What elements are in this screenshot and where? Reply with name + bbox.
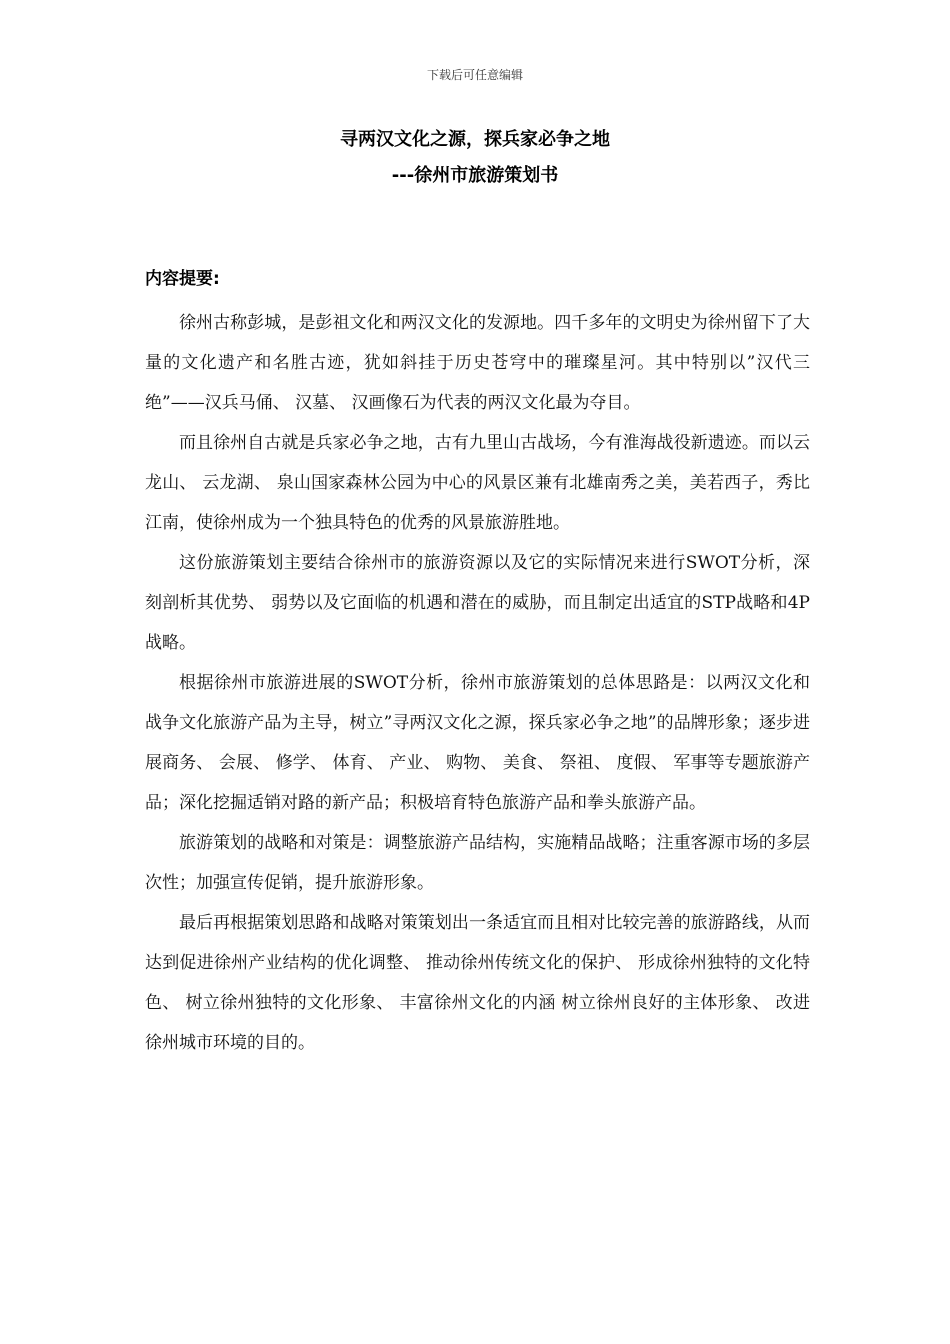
abstract-paragraph: 这份旅游策划主要结合徐州市的旅游资源以及它的实际情况来进行SWOT分析，深刻剖析其优势、 弱势以及它面临的机遇和潜在的威胁，而且制定出适宜的STP战略和4P战略。 <box>145 553 810 653</box>
document-subtitle: ---徐州市旅游策划书 <box>391 165 559 186</box>
document-title: 寻两汉文化之源，探兵家必争之地 <box>340 129 610 150</box>
abstract-paragraph: 根据徐州市旅游进展的SWOT分析，徐州市旅游策划的总体思路是：以两汉文化和战争文化旅游产品为主导，树立”寻两汉文化之源，探兵家必争之地”的品牌形象；逐步进展商务、 会展、 修学、 体育、 产业、 购物、 美食、 祭祖、 度假、 军事等专题旅游产品；深化挖掘适销对路的新产品；积极培育特色旅游产品和拳头旅游产品。 <box>145 673 810 813</box>
abstract-paragraph: 旅游策划的战略和对策是：调整旅游产品结构，实施精品战略；注重客源市场的多层次性；加强宣传促销，提升旅游形象。 <box>145 833 810 893</box>
abstract-heading: 内容提要: <box>145 269 220 289</box>
abstract-section <box>145 266 810 1063</box>
abstract-paragraph: 最后再根据策划思路和战略对策策划出一条适宜而且相对比较完善的旅游路线，从而达到促进徐州产业结构的优化调整、 推动徐州传统文化的保护、 形成徐州独特的文化特色、 树立徐州独特的文化形象、 丰富徐州文化的内涵 树立徐州良好的主体形象、 改进徐州城市环境的目的。 <box>145 913 810 1053</box>
abstract-paragraph: 而且徐州自古就是兵家必争之地，古有九里山古战场，今有淮海战役新遗迹。而以云龙山、 云龙湖、 泉山国家森林公园为中心的风景区兼有北雄南秀之美，美若西子，秀比江南，使徐州成为一个独具特色的优秀的风景旅游胜地。 <box>145 433 810 533</box>
header-note: 下载后可任意编辑 <box>426 68 523 82</box>
abstract-paragraph: 徐州古称彭城，是彭祖文化和两汉文化的发源地。四千多年的文明史为徐州留下了大量的文化遗产和名胜古迹，犹如斜挂于历史苍穹中的璀璨星河。其中特别以”汉代三绝”——汉兵马俑、 汉墓、 汉画像石为代表的两汉文化最为夺目。 <box>145 313 810 413</box>
